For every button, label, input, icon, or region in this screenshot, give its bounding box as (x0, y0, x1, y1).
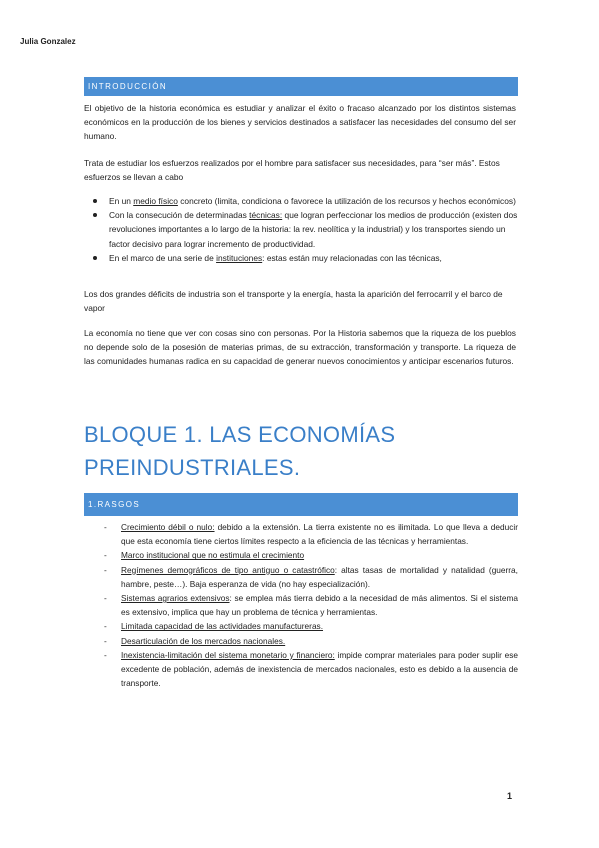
author-name: Julia Gonzalez (20, 37, 76, 46)
list-item: - Sistemas agrarios extensivos: se emplea más tierra debido a la necesidad de más alimentos. Si el sistema es extensivo, implica que hay un problema de técnica y herramientas. (104, 593, 518, 618)
list-item: - Crecimiento débil o nulo: debido a la extensión. La tierra existente no es ilimitada. Lo que lleva a deducir que esta economía tiene ciertos límites respecto a la eficiencia de las técnicas y herramientas. (104, 522, 518, 547)
dash-icon: - (104, 649, 107, 660)
intro-paragraph-4: La economía no tiene que ver con cosas sino con personas. Por la Historia sabemos que la riqueza de los pueblos no depende solo de la posesión de materias primas, de su extracción, transformación y transporte. La riqueza de las comunidades humanas radica en su capacidad de generar nuevos conocimientos y anticipar escenarios futuros. (84, 328, 516, 367)
page-number: 1 (507, 791, 513, 801)
list-item: - Desarticulación de los mercados nacionales. (84, 634, 518, 648)
dash-icon: - (104, 564, 107, 575)
dash-icon: - (104, 593, 107, 604)
list-item: - Regímenes demográficos de tipo antiguo o catastrófico: altas tasas de mortalidad y natalidad (guerra, hambre, peste…). Baja esperanza de vida (no hay especialización). (104, 564, 518, 589)
list-item: - Limitada capacidad de las actividades manufactureras. (84, 619, 518, 633)
dash-icon: - (104, 621, 107, 632)
bullet-icon (93, 213, 97, 217)
section-bar-rasgos: 1.RASGOS (84, 493, 518, 516)
list-item: Con la consecución de determinadas técnicas: que logran perfeccionar los medios de producción (existen dos revoluciones importantes a lo largo de la historia: la rev. neolítica y la industrial) y los transportes siendo un factor decisivo para lograr incremento de productividad. (98, 208, 518, 251)
dash-icon: - (104, 522, 107, 532)
intro-paragraph-2: Trata de estudiar los esfuerzos realizados por el hombre para satisfacer sus necesidades, para “ser más”. Estos esfuerzos se llevan a cabo (84, 158, 500, 183)
dash-icon: - (104, 550, 107, 561)
list-item: - Inexistencia-limitación del sistema monetario y financiero: impide comprar materiales para poder suplir ese excedente de población, además de inexistencia de mercados nacionales, esto es debido a la ausencia de transporte. (104, 649, 518, 689)
intro-bullet-list (98, 194, 518, 265)
intro-paragraph-3: Los dos grandes déficits de industria son el transporte y la energía, hasta la aparición del ferrocarril y el barco de vapor (84, 289, 503, 314)
bullet-icon (93, 256, 97, 260)
bullet-icon (93, 199, 97, 203)
bloque-heading: BLOQUE 1. LAS ECONOMÍAS PREINDUSTRIALES. (84, 422, 396, 480)
dash-icon: - (104, 635, 107, 646)
list-item: En el marco de una serie de instituciones: estas están muy relacionadas con las técnicas, (98, 251, 518, 265)
list-item: En un medio físico concreto (limita, condiciona o favorece la utilización de los recursos y hechos económicos) (98, 194, 518, 208)
section-bar-introduccion: INTRODUCCIÓN (84, 77, 518, 96)
intro-paragraph-1: El objetivo de la historia económica es estudiar y analizar el éxito o fracaso alcanzado por los distintos sistemas económicos en la producción de los bienes y servicios destinados a satisfacer las necesidades del consumo del ser humano. (84, 103, 516, 142)
list-item: - Marco institucional que no estimula el crecimiento (84, 548, 518, 562)
rasgos-list (84, 520, 518, 690)
